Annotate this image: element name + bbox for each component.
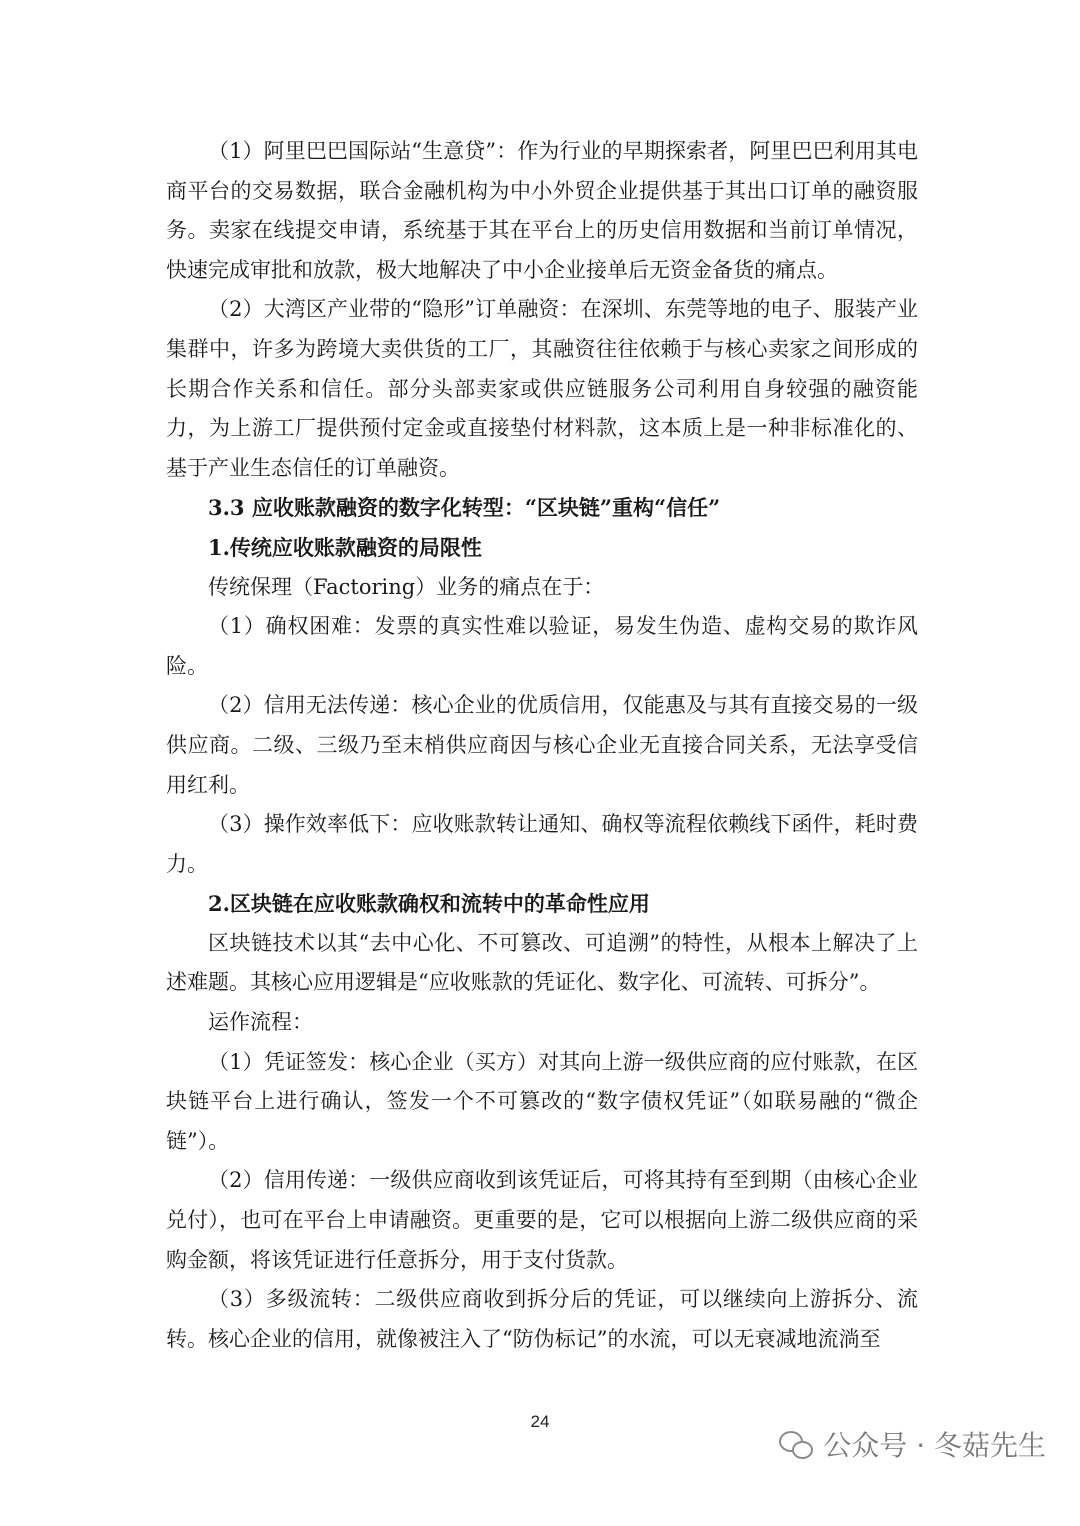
section-heading: 3.3 应收账款融资的数字化转型：“区块链”重构“信任” xyxy=(208,495,721,521)
watermark xyxy=(779,1424,1046,1464)
body-paragraph: （3）多级流转：二级供应商收到拆分后的凭证，可以继续向上游拆分、流转。核心企业的信用，就像被注入了“防伪标记”的水流，可以无衰减地流淌至 xyxy=(166,1287,918,1351)
body-paragraph: 区块链技术以其“去中心化、不可篡改、可追溯”的特性，从根本上解决了上述难题。其核心应用逻辑是“应收账款的凭证化、数字化、可流转、可拆分”。 xyxy=(166,930,918,995)
body-paragraph: （1）确权困难：发票的真实性难以验证，易发生伪造、虚构交易的欺诈风险。 xyxy=(166,614,918,678)
body-paragraph: 运作流程： xyxy=(208,1010,313,1035)
document-body xyxy=(166,132,918,1359)
body-paragraph: （1）凭证签发：核心企业（买方）对其向上游一级供应商的应付账款，在区块链平台上进行确认，签发一个不可篡改的“数字债权凭证”（如联易融的“微企链”）。 xyxy=(166,1049,918,1153)
body-paragraph: （3）操作效率低下：应收账款转让通知、确权等流程依赖线下函件，耗时费力。 xyxy=(166,812,918,876)
section-heading: 1.传统应收账款融资的局限性 xyxy=(208,534,482,560)
body-paragraph: （2）信用传递：一级供应商收到该凭证后，可将其持有至到期（由核心企业兑付），也可在平台上申请融资。更重要的是，它可以根据向上游二级供应商的采购金额，将该凭证进行任意拆分，用于支付货款。 xyxy=(166,1168,918,1272)
page-number: 24 xyxy=(530,1412,550,1431)
wechat-icon xyxy=(779,1429,813,1459)
body-paragraph: （2）大湾区产业带的“隐形”订单融资：在深圳、东莞等地的电子、服装产业集群中，许多为跨境大卖供货的工厂，其融资往往依赖于与核心卖家之间形成的长期合作关系和信任。部分头部卖家或供应链服务公司利用自身较强的融资能力，为上游工厂提供预付定金或直接垫付材料款，这本质上是一种非标准化的、基于产业生态信任的订单融资。 xyxy=(166,297,918,480)
section-heading: 2.区块链在应收账款确权和流转中的革命性应用 xyxy=(208,891,650,917)
body-paragraph: 传统保理（Factoring）业务的痛点在于： xyxy=(208,574,605,599)
watermark-text: 公众号 · 冬菇先生 xyxy=(823,1429,1046,1462)
body-paragraph: （2）信用无法传递：核心企业的优质信用，仅能惠及与其有直接交易的一级供应商。二级、三级乃至末梢供应商因与核心企业无直接合同关系，无法享受信用红利。 xyxy=(166,693,918,797)
body-paragraph: （1）阿里巴巴国际站“生意贷”：作为行业的早期探索者，阿里巴巴利用其电商平台的交易数据，联合金融机构为中小外贸企业提供基于其出口订单的融资服务。卖家在线提交申请，系统基于其在平台上的历史信用数据和当前订单情况，快速完成审批和放款，极大地解决了中小企业接单后无资金备货的痛点。 xyxy=(166,139,918,282)
